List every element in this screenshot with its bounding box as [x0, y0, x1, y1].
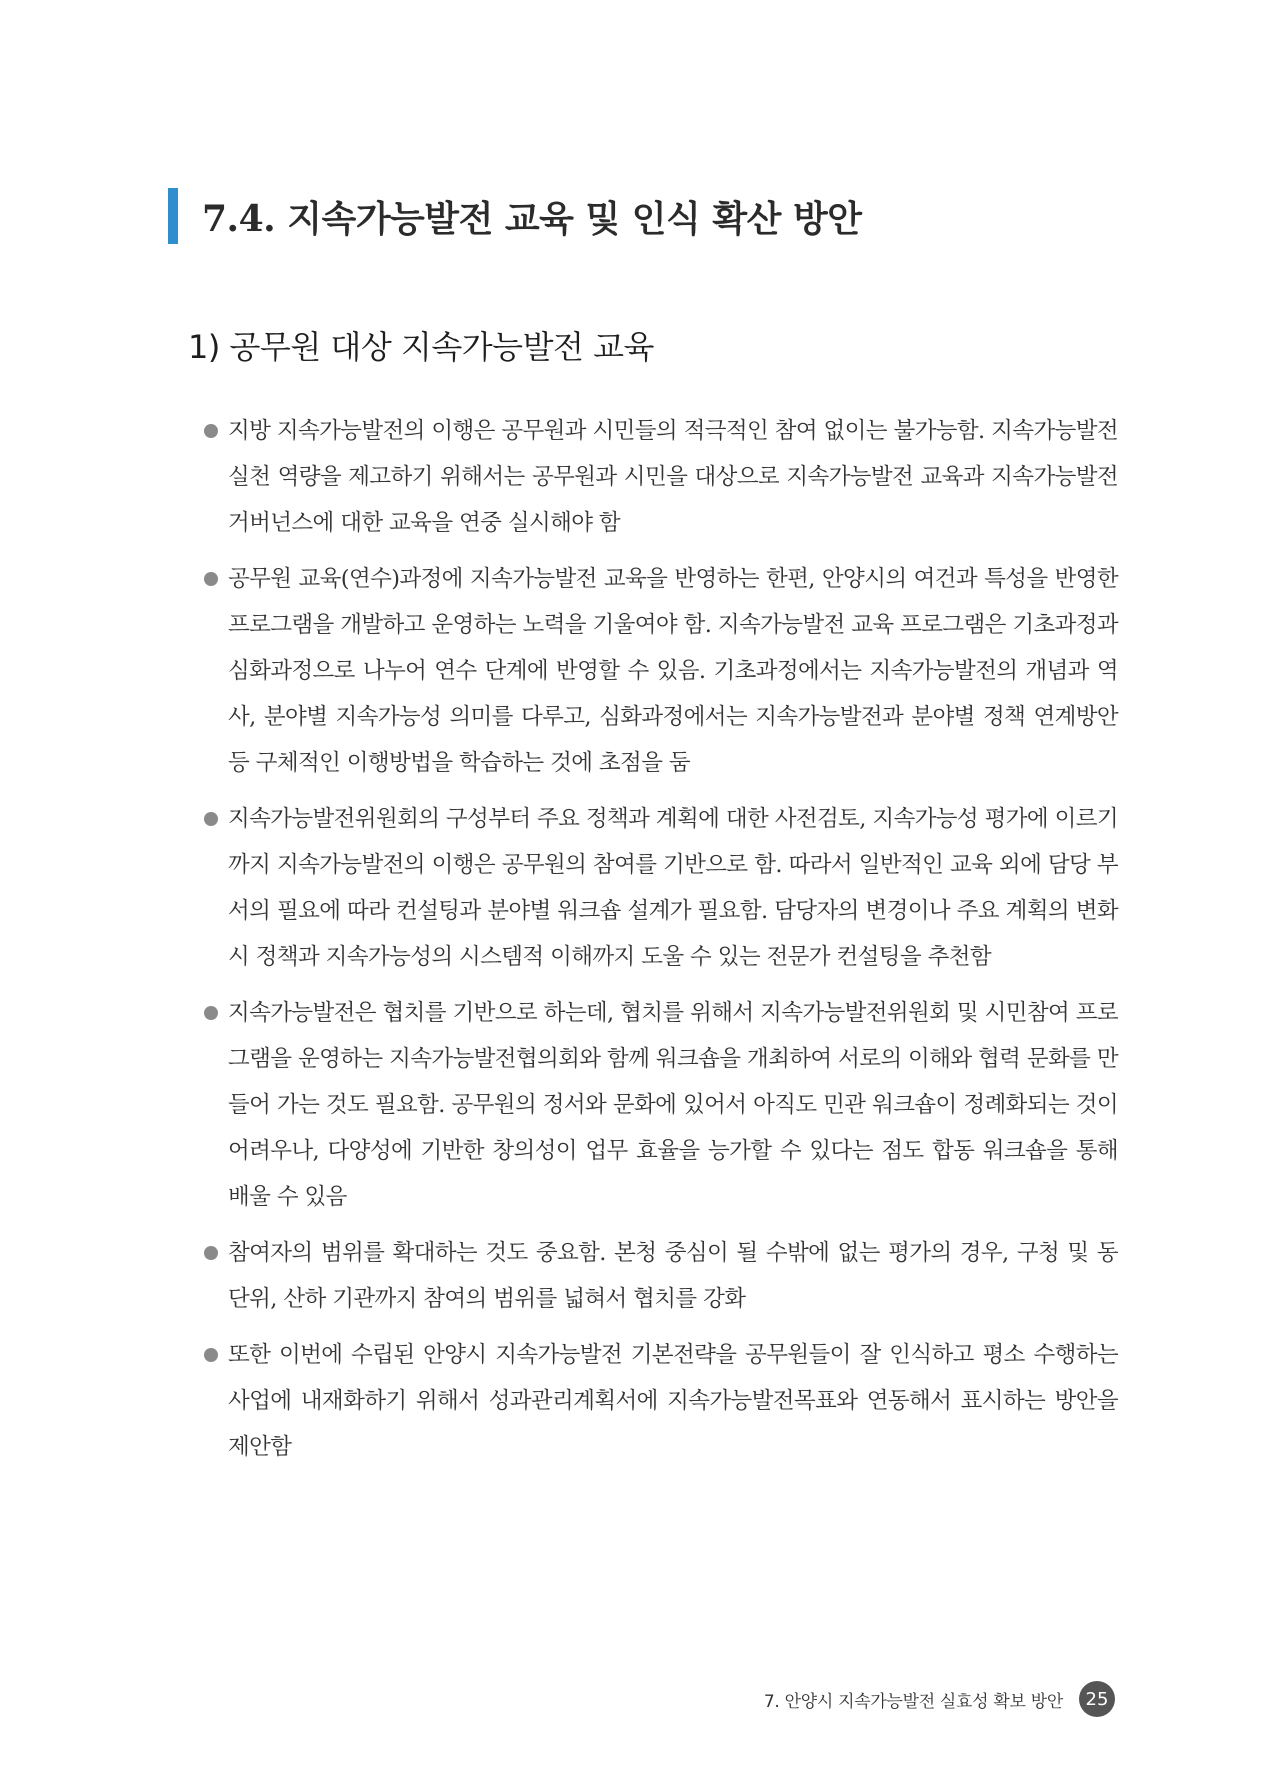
bullet-dot-icon	[204, 1246, 218, 1260]
bullet-item	[204, 408, 1118, 546]
bullet-list	[204, 408, 1118, 1480]
bullet-item	[204, 1332, 1118, 1470]
bullet-item	[204, 990, 1118, 1220]
section-accent-bar	[168, 188, 178, 244]
bullet-text: 지속가능발전은 협치를 기반으로 하는데, 협치를 위해서 지속가능발전위원회 및 시민참여 프로그램을 운영하는 지속가능발전협의회와 함께 워크숍을 개최하여 서로의 이해와 협력 문화를 만들어 가는 것도 필요함. 공무원의 정서와 문화에 있어서 아직도 민관 워크숍이 정례화되는 것이 어려우나, 다양성에 기반한 창의성이 업무 효율을 능가할 수 있다는 점도 합동 워크숍을 통해 배울 수 있음	[228, 1000, 1118, 1210]
section-header	[168, 188, 862, 244]
bullet-item	[204, 796, 1118, 980]
footer-chapter-title: 7. 안양시 지속가능발전 실효성 확보 방안	[763, 1691, 1063, 1712]
subsection-title: 1) 공무원 대상 지속가능발전 교육	[188, 328, 654, 366]
bullet-text: 공무원 교육(연수)과정에 지속가능발전 교육을 반영하는 한편, 안양시의 여건과 특성을 반영한 프로그램을 개발하고 운영하는 노력을 기울여야 함. 지속가능발전 교육 프로그램은 기초과정과 심화과정으로 나누어 연수 단계에 반영할 수 있음. 기초과정에서는 지속가능발전의 개념과 역사, 분야별 지속가능성 의미를 다루고, 심화과정에서는 지속가능발전과 분야별 정책 연계방안 등 구체적인 이행방법을 학습하는 것에 초점을 둠	[228, 566, 1118, 776]
section-title: 7.4. 지속가능발전 교육 및 인식 확산 방안	[202, 197, 862, 240]
page-footer	[764, 1681, 1115, 1717]
bullet-dot-icon	[204, 424, 218, 438]
bullet-item	[204, 1230, 1118, 1322]
bullet-text: 참여자의 범위를 확대하는 것도 중요함. 본청 중심이 될 수밖에 없는 평가의 경우, 구청 및 동 단위, 산하 기관까지 참여의 범위를 넓혀서 협치를 강화	[228, 1240, 1118, 1312]
bullet-text: 지속가능발전위원회의 구성부터 주요 정책과 계획에 대한 사전검토, 지속가능성 평가에 이르기까지 지속가능발전의 이행은 공무원의 참여를 기반으로 함. 따라서 일반적인 교육 외에 담당 부서의 필요에 따라 컨설팅과 분야별 워크숍 설계가 필요함. 담당자의 변경이나 주요 계획의 변화 시 정책과 지속가능성의 시스템적 이해까지 도울 수 있는 전문가 컨설팅을 추천함	[228, 806, 1118, 970]
bullet-dot-icon	[204, 1348, 218, 1362]
bullet-dot-icon	[204, 1006, 218, 1020]
bullet-dot-icon	[204, 572, 218, 586]
page-number-badge: 25	[1079, 1681, 1115, 1717]
bullet-text: 지방 지속가능발전의 이행은 공무원과 시민들의 적극적인 참여 없이는 불가능함. 지속가능발전 실천 역량을 제고하기 위해서는 공무원과 시민을 대상으로 지속가능발전 교육과 지속가능발전 거버넌스에 대한 교육을 연중 실시해야 함	[228, 418, 1118, 536]
bullet-dot-icon	[204, 812, 218, 826]
bullet-text: 또한 이번에 수립된 안양시 지속가능발전 기본전략을 공무원들이 잘 인식하고 평소 수행하는 사업에 내재화하기 위해서 성과관리계획서에 지속가능발전목표와 연동해서 표시하는 방안을 제안함	[228, 1342, 1118, 1460]
bullet-item	[204, 556, 1118, 786]
